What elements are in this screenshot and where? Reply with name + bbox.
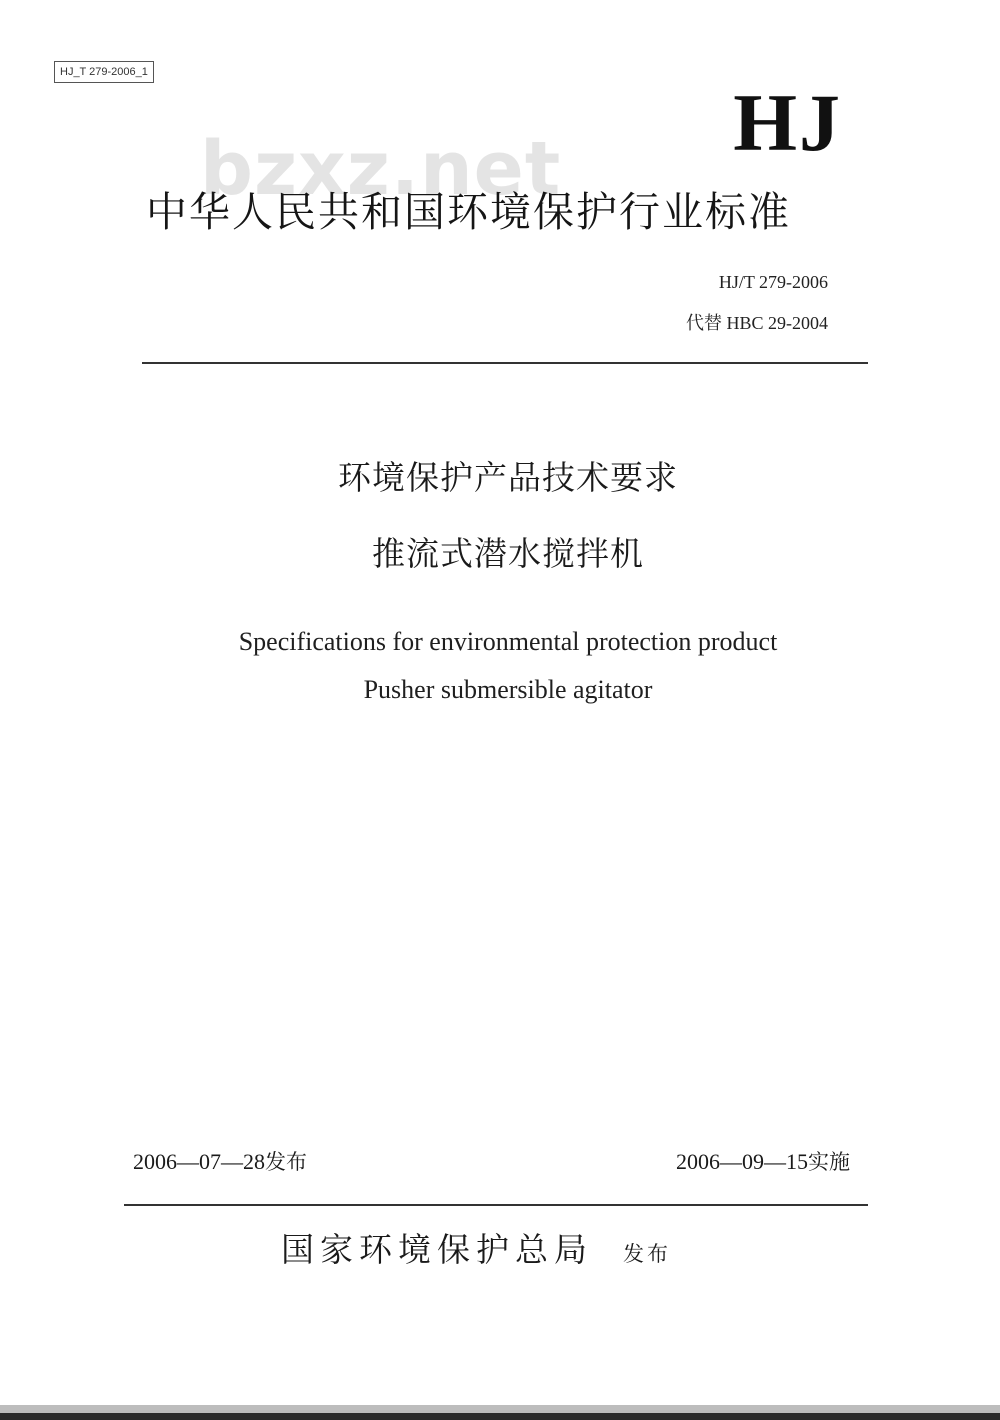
issue-date — [133, 1146, 307, 1176]
chinese-title-line-2: 推流式潜水搅拌机 — [372, 534, 644, 573]
file-name-tag: HJ_T 279-2006_1 — [54, 61, 154, 83]
english-title-line-2: Pusher submersible agitator — [363, 675, 653, 704]
standard-number: HJ/T 279-2006 — [718, 272, 828, 292]
chinese-title-line-1: 环境保护产品技术要求 — [338, 458, 678, 497]
issue-date-suffix: 发布 — [265, 1150, 307, 1174]
english-title-line-1: Specifications for environmental protection product — [238, 627, 778, 656]
hj-logo-mark: HJ — [733, 77, 842, 168]
footer-divider — [124, 1204, 868, 1206]
publisher-line — [281, 1224, 671, 1271]
effective-date-suffix: 实施 — [808, 1150, 850, 1174]
site-watermark: bzxz.net — [200, 126, 562, 212]
publisher-name: 国家环境保护总局 — [281, 1230, 593, 1269]
replaced-standard: 代替 HBC 29-2004 — [685, 313, 828, 333]
page-bottom-shadow — [0, 1413, 1000, 1420]
publisher-suffix: 发布 — [623, 1242, 671, 1266]
effective-date-value: 2006—09—15 — [676, 1149, 808, 1174]
header-divider — [142, 362, 868, 364]
industry-standard-title: 中华人民共和国环境保护行业标准 — [146, 188, 791, 236]
effective-date — [676, 1146, 850, 1176]
issue-date-value: 2006—07—28 — [133, 1149, 265, 1174]
